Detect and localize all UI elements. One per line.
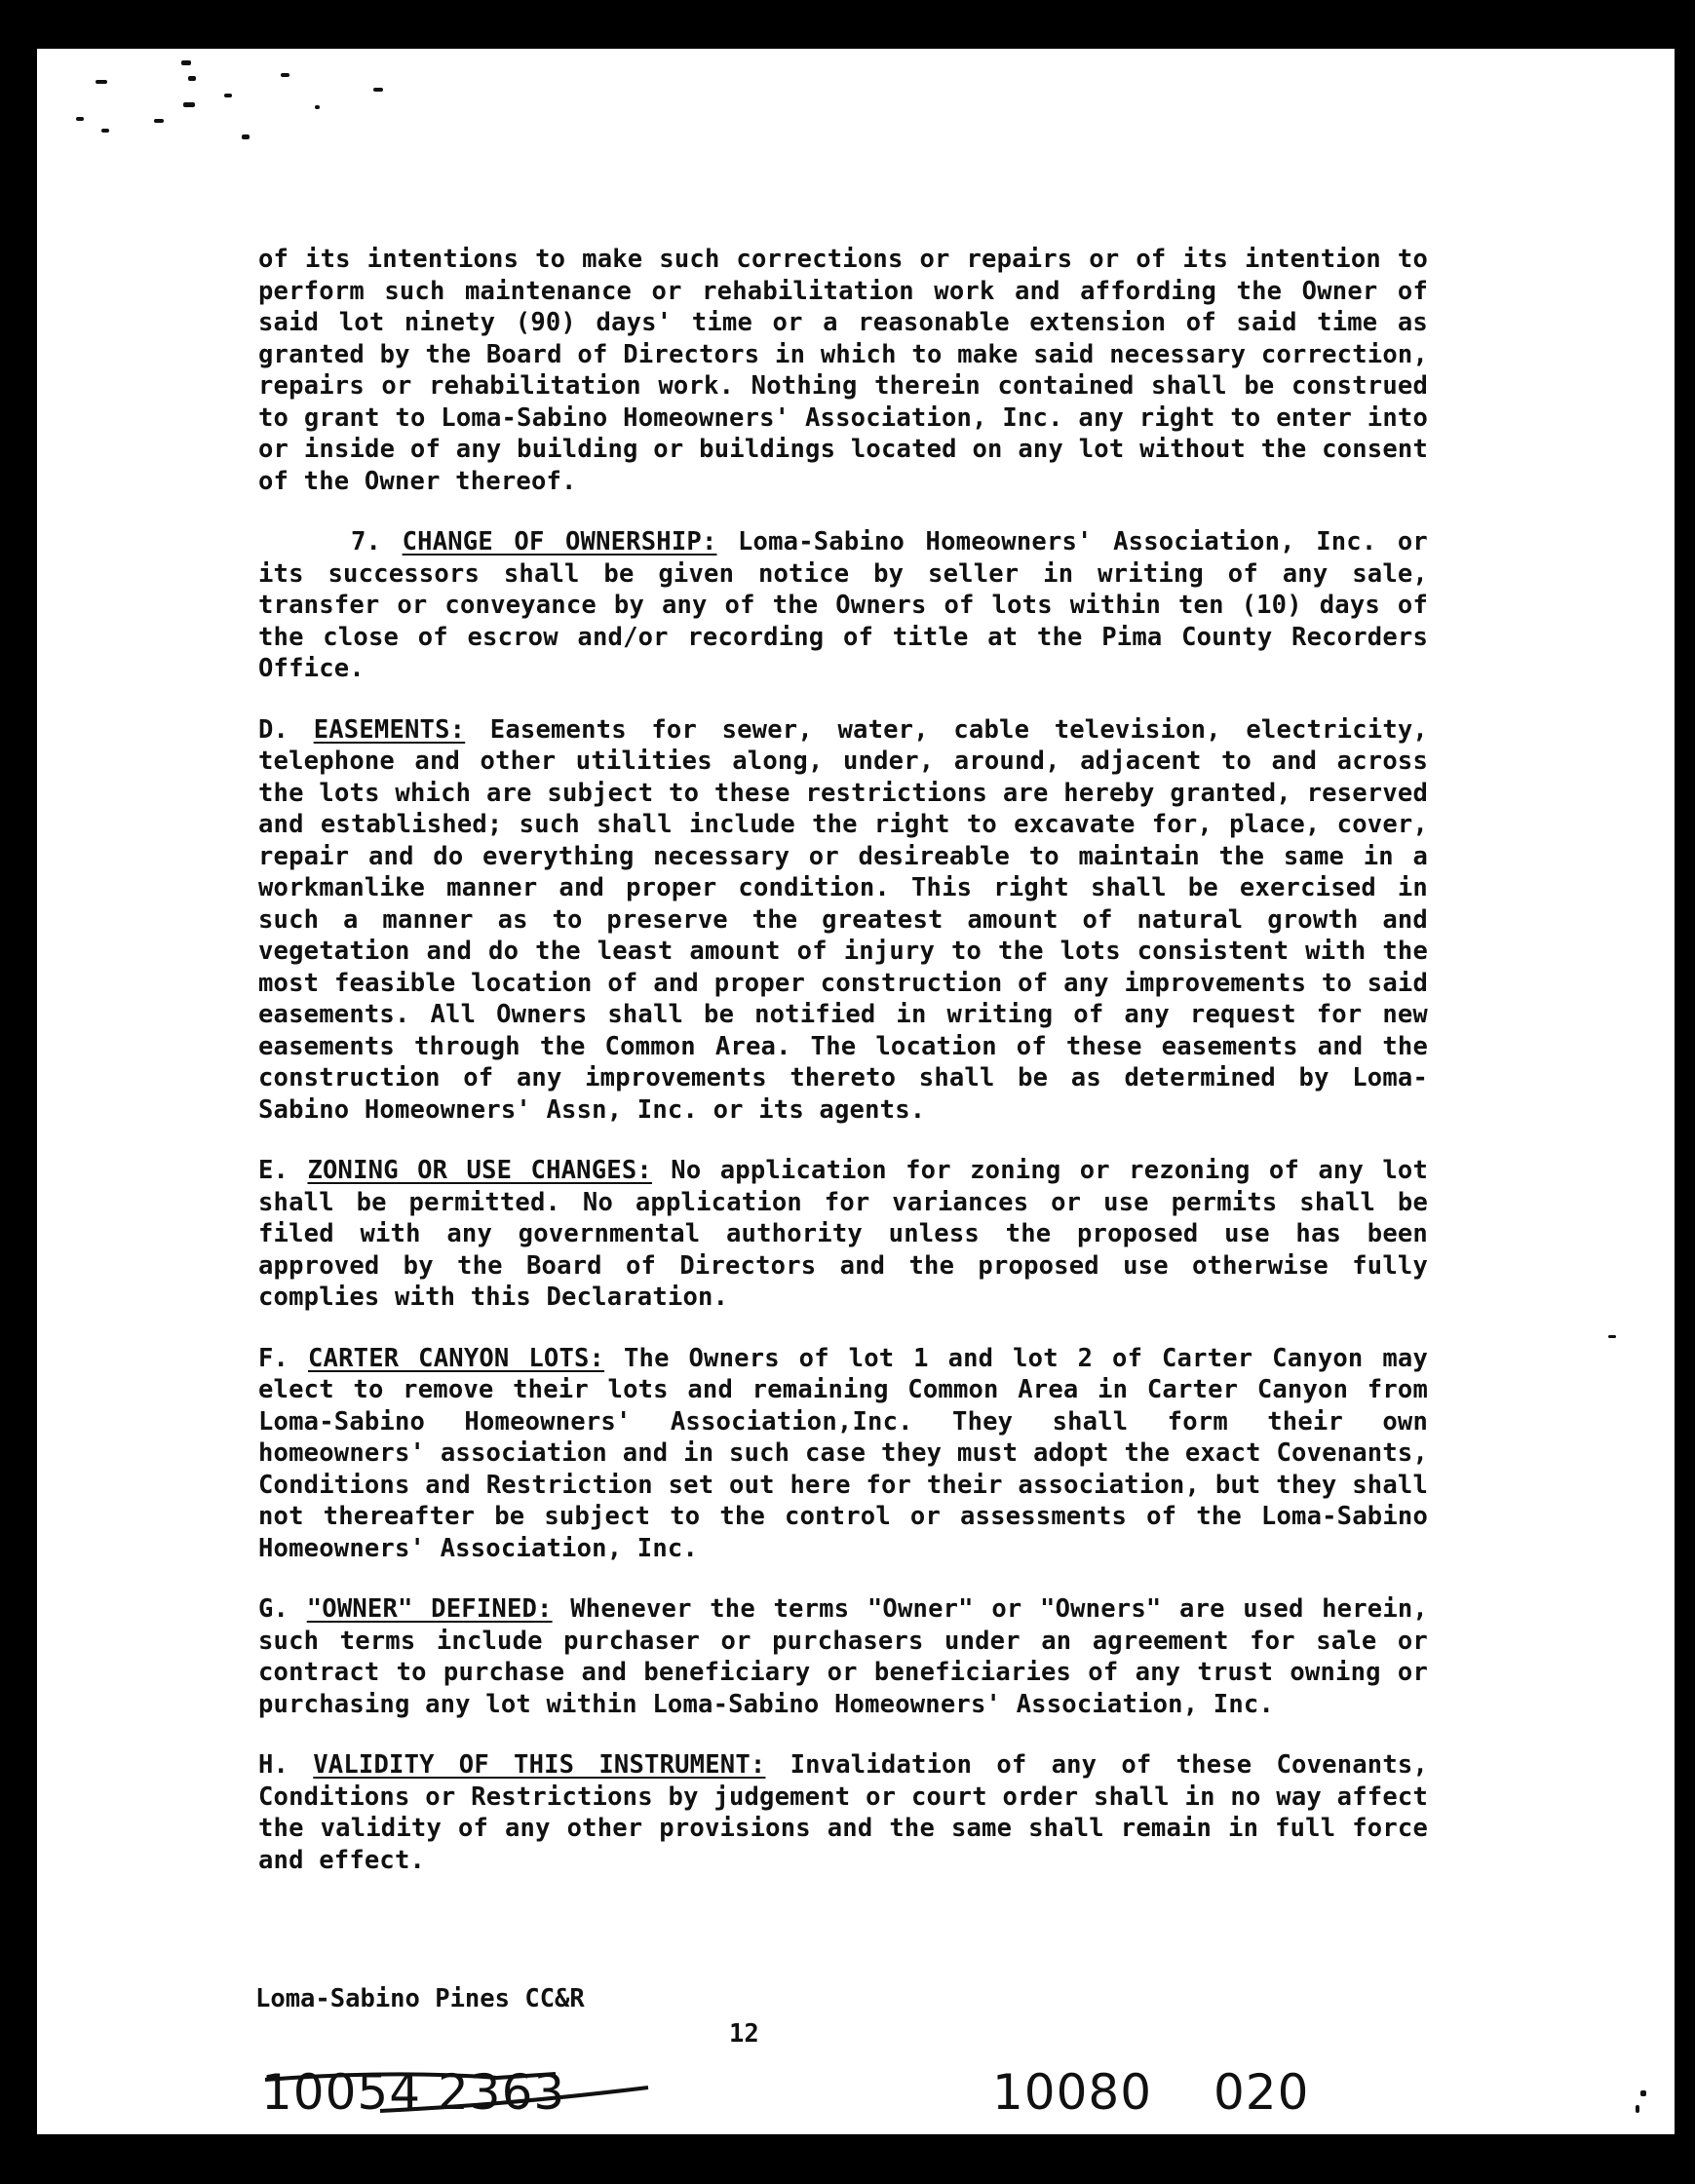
paragraph-label: G. (258, 1594, 289, 1624)
scan-speck (154, 119, 164, 123)
section-heading: CARTER CANYON LOTS: (307, 1343, 605, 1373)
scan-speck (373, 88, 383, 92)
paragraph-change-of-ownership (258, 526, 1428, 685)
scan-speck (181, 60, 191, 65)
recording-stamp-struck: 10054 2363 (261, 2064, 566, 2121)
paragraph-label: H. (258, 1750, 289, 1780)
paragraph-validity (258, 1749, 1428, 1876)
page-number: 12 (729, 2019, 759, 2049)
scan-speck (188, 76, 196, 81)
section-heading: CHANGE OF OWNERSHIP: (402, 527, 717, 556)
scan-speck (1636, 2105, 1639, 2113)
paragraph-label: E. (258, 1156, 289, 1185)
paragraph-text: No application for zoning or rezoning of any lot shall be permitted. No application for variances or use permits shall be filed with any governmental authority unless the proposed use has been approved by the Board of Directors and the proposed use otherwise fully complies with this Declaration. (258, 1156, 1429, 1312)
scan-speck (224, 94, 232, 97)
scan-speck (101, 129, 109, 133)
paragraph-label: D. (258, 714, 289, 745)
paragraph-text: Whenever the terms "Owner" or "Owners" are used herein, such terms include purchaser or purchasers under an agreement for sale or contract to purchase and beneficiary or beneficiaries of any trust owning or purchasing any lot within Loma-Sabino Homeowners' Association, Inc. (258, 1594, 1428, 1719)
recording-stamp-docket: 10080 (992, 2064, 1153, 2121)
paragraph-label: F. (258, 1343, 289, 1373)
paragraph-text: Easements for sewer, water, cable television, electricity, telephone and other utilities along, under, around, adjacent to and across the lots which are subject to these restrictions are hereby granted, reserved and established; such shall include the right to excavate for, place, cover, repair and do everything necessary or desireable to maintain the same in a workmanlike manner and proper condition. This right shall be exercised in such a manner as to preserve the greatest amount of natural growth and vegetation and do the least amount of injury to the lots consistent with the most feasible location of and proper construction of any improvements to said easements. All Owners shall be notified in writing of any request for new easements through the Common Area. The location of these easements and the construction of any improvements thereto shall be as determined by Loma-Sabino Homeowners' Assn, Inc. or its agents. (258, 714, 1428, 1125)
scan-speck (242, 134, 250, 139)
scan-speck (1640, 2090, 1646, 2096)
paragraph-carter-canyon (258, 1343, 1428, 1565)
scan-speck (1608, 1335, 1616, 1338)
paragraph-zoning (258, 1155, 1428, 1314)
paragraph-easements (258, 714, 1428, 1127)
scan-speck (96, 80, 107, 84)
section-heading: "OWNER" DEFINED: (306, 1594, 553, 1624)
recording-stamp-page: 020 (1213, 2064, 1310, 2121)
paragraph-text: Invalidation of any of these Covenants, Conditions or Restrictions by judgement or court order shall in no way affect the validity of any other provisions and the same shall remain in full force and effect. (258, 1750, 1429, 1875)
document-body (258, 244, 1428, 1905)
paragraph-continuation (258, 244, 1428, 497)
section-heading: ZONING OR USE CHANGES: (307, 1156, 652, 1185)
paragraph-text: Loma-Sabino Homeowners' Association, Inc. or its successors shall be given notice by seller in writing of any sale, transfer or conveyance by any of the Owners of lots within ten (10) days of the close of escrow and/or recording of title at the Pima County Recorders Office. (258, 527, 1428, 683)
section-heading: VALIDITY OF THIS INSTRUMENT: (313, 1750, 766, 1780)
strikethrough-mark (263, 2068, 673, 2136)
section-heading: EASEMENTS: (313, 714, 466, 745)
paragraph-label: 7. (351, 527, 382, 556)
scan-speck (315, 105, 320, 109)
scan-speck (76, 117, 84, 121)
scan-speck (183, 102, 195, 107)
paragraph-text: The Owners of lot 1 and lot 2 of Carter Canyon may elect to remove their lots and remaining Common Area in Carter Canyon from Loma-Sabino Homeowners' Association,Inc. They shall form their own homeowners' association and in such case they must adopt the exact Covenants, Conditions and Restriction set out here for their association, but they shall not thereafter be subject to the control or assessments of the Loma-Sabino Homeowners' Association, Inc. (258, 1343, 1429, 1563)
paragraph-text: of its intentions to make such corrections or repairs or of its intention to perform such maintenance or rehabilitation work and affording the Owner of said lot ninety (90) days' time or a reasonable extension of said time as granted by the Board of Directors in which to make said necessary correction, repairs or rehabilitation work. Nothing therein contained shall be construed to grant to Loma-Sabino Homeowners' Association, Inc. any right to enter into or inside of any building or buildings located on any lot without the consent of the Owner thereof. (258, 245, 1428, 496)
scan-speck (281, 73, 289, 77)
footer-document-title: Loma-Sabino Pines CC&R (255, 1984, 585, 2013)
paragraph-owner-defined (258, 1593, 1428, 1720)
